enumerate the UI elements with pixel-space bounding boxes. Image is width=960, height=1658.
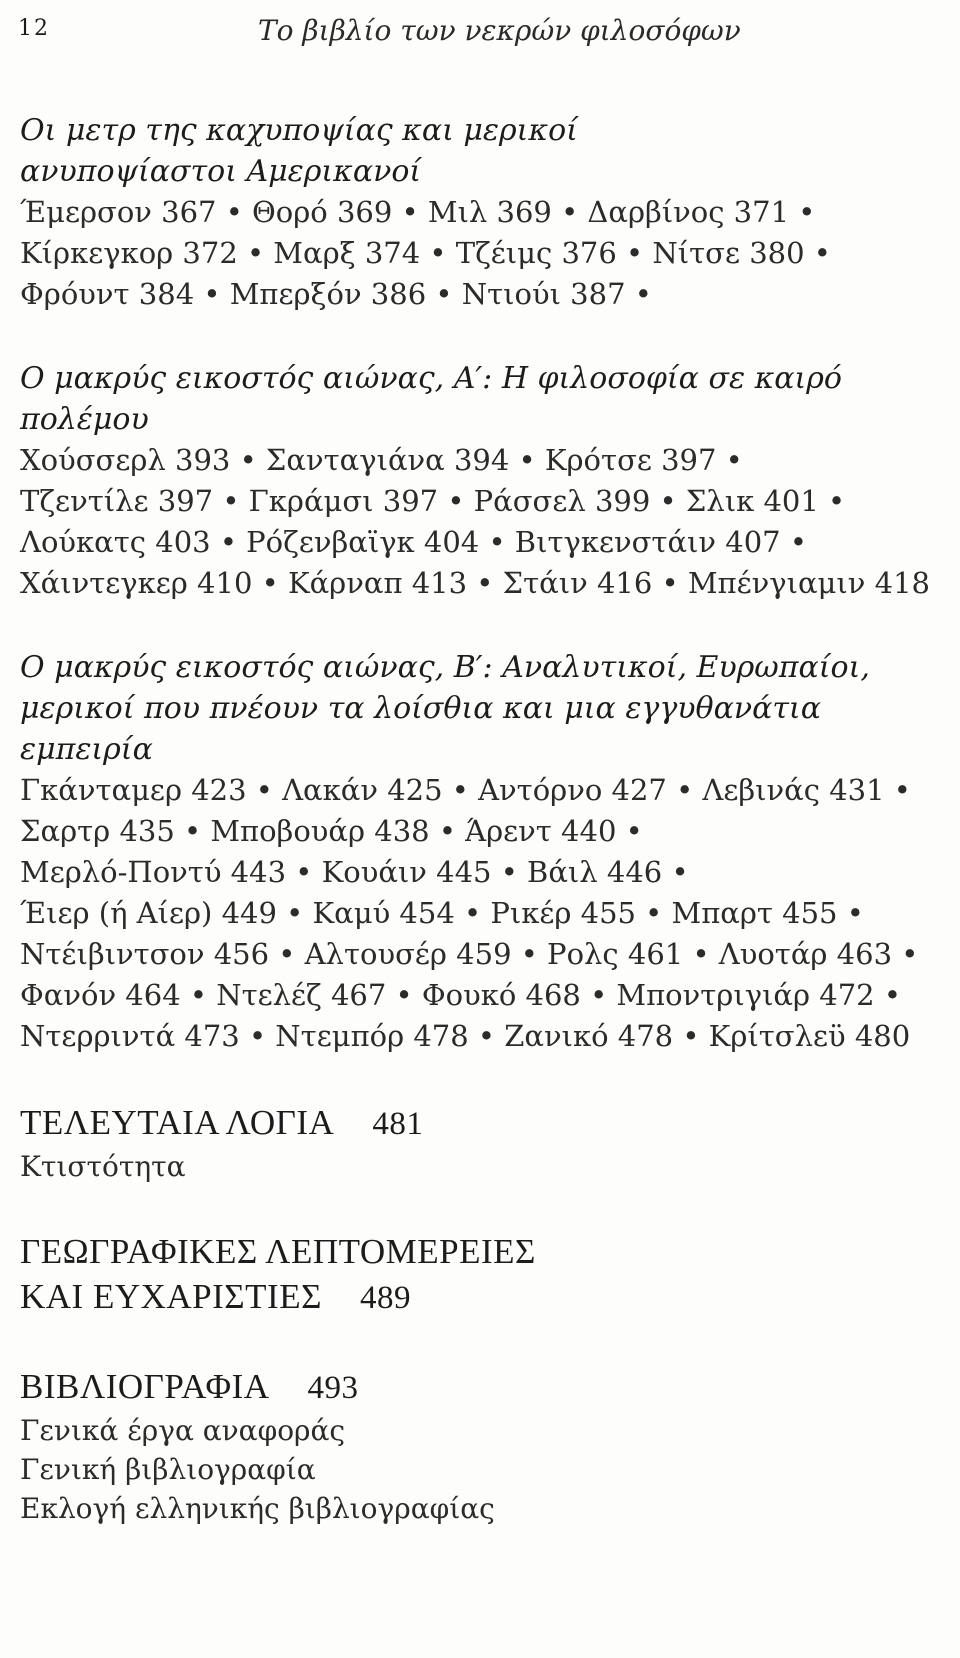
back-matter-section [20, 1364, 940, 1528]
toc-entry-line: Έιερ (ή Αίερ) 449 • Καμύ 454 • Ρικέρ 455 • Μπαρτ 455 • [20, 896, 864, 930]
section-title-line: ανυποψίαστοι Αμερικανοί [20, 154, 422, 189]
back-matter-title [20, 1364, 940, 1411]
toc-entry-line: Φανόν 464 • Ντελέζ 467 • Φουκό 468 • Μποντριγιάρ 472 • [20, 978, 901, 1012]
toc-section [20, 110, 940, 315]
toc-content [20, 110, 940, 1571]
back-matter-title [20, 1100, 940, 1147]
toc-entry-line: Μερλό-Ποντύ 443 • Κουάιν 445 • Βάιλ 446 • [20, 855, 689, 889]
toc-section [20, 647, 940, 1057]
toc-entry-line: Χάιντεγκερ 410 • Κάρναπ 413 • Στάιν 416 • Μπένγιαμιν 418 [20, 566, 930, 600]
back-matter-title-text: ΒΙΒΛΙΟΓΡΑΦΙΑ [20, 1367, 270, 1406]
back-matter-title-text: ΚΑΙ ΕΥΧΑΡΙΣΤΙΕΣ [20, 1277, 322, 1316]
back-matter-title: ΓΕΩΓΡΑΦΙΚΕΣ ΛΕΠΤΟΜΕΡΕΙΕΣ [20, 1232, 536, 1271]
section-title-line: Ο μακρύς εικοστός αιώνας, Α′: Η φιλοσοφία σε καιρό [20, 361, 842, 396]
back-matter-page: 489 [359, 1280, 411, 1316]
section-title-line: Οι μετρ της καχυποψίας και μερικοί [20, 113, 578, 148]
toc-entry-line: Σαρτρ 435 • Μποβουάρ 438 • Άρεντ 440 • [20, 814, 643, 848]
section-title-line: Ο μακρύς εικοστός αιώνας, Β′: Αναλυτικοί, Ευρωπαίοι, [20, 650, 870, 685]
back-matter-title [20, 1274, 940, 1321]
toc-entry-line: Φρόυντ 384 • Μπερξόν 386 • Ντιούι 387 • [20, 277, 652, 311]
back-matter-page: 493 [307, 1370, 359, 1406]
page-number: 12 [18, 16, 50, 41]
section-title-line: πολέμου [20, 402, 149, 437]
back-matter-sub: Εκλογή ελληνικής βιβλιογραφίας [20, 1492, 495, 1525]
toc-entry-line: Λούκατς 403 • Ρόζενβαϊγκ 404 • Βιτγκενστάιν 407 • [20, 525, 807, 559]
toc-entry-line: Τζεντίλε 397 • Γκράμσι 397 • Ράσσελ 399 • Σλικ 401 • [20, 484, 846, 518]
page-header [18, 14, 940, 54]
toc-entry-line: Έμερσον 367 • Θορό 369 • Μιλ 369 • Δαρβίνος 371 • [20, 195, 816, 229]
back-matter-sub: Γενική βιβλιογραφία [20, 1453, 316, 1486]
toc-entry-line: Ντερριντά 473 • Ντεμπόρ 478 • Ζανικό 478 • Κρίτσλεϋ 480 [20, 1019, 911, 1053]
toc-entry-line: Γκάνταμερ 423 • Λακάν 425 • Αντόρνο 427 • Λεβινάς 431 • [20, 773, 911, 807]
toc-section [20, 358, 940, 604]
running-head: Το βιβλίο των νεκρών φιλοσόφων [258, 14, 741, 47]
back-matter-sub: Γενικά έργα αναφοράς [20, 1414, 346, 1447]
section-title-line: μερικοί που πνέουν τα λοίσθια και μια εγγυθανάτια [20, 691, 821, 726]
section-title-line: εμπειρία [20, 732, 153, 767]
toc-entry-line: Κίρκεγκορ 372 • Μαρξ 374 • Τζέιμς 376 • Νίτσε 380 • [20, 236, 831, 270]
back-matter-sub: Κτιστότητα [20, 1150, 186, 1183]
back-matter-page: 481 [372, 1106, 424, 1142]
back-matter-section [20, 1100, 940, 1186]
toc-entry-line: Χούσσερλ 393 • Σανταγιάνα 394 • Κρότσε 397 • [20, 443, 743, 477]
toc-entry-line: Ντέιβιντσον 456 • Αλτουσέρ 459 • Ρολς 461 • Λυοτάρ 463 • [20, 937, 919, 971]
back-matter-section [20, 1229, 940, 1321]
back-matter-title-text: ΤΕΛΕΥΤΑΙΑ ΛΟΓΙΑ [20, 1103, 335, 1142]
